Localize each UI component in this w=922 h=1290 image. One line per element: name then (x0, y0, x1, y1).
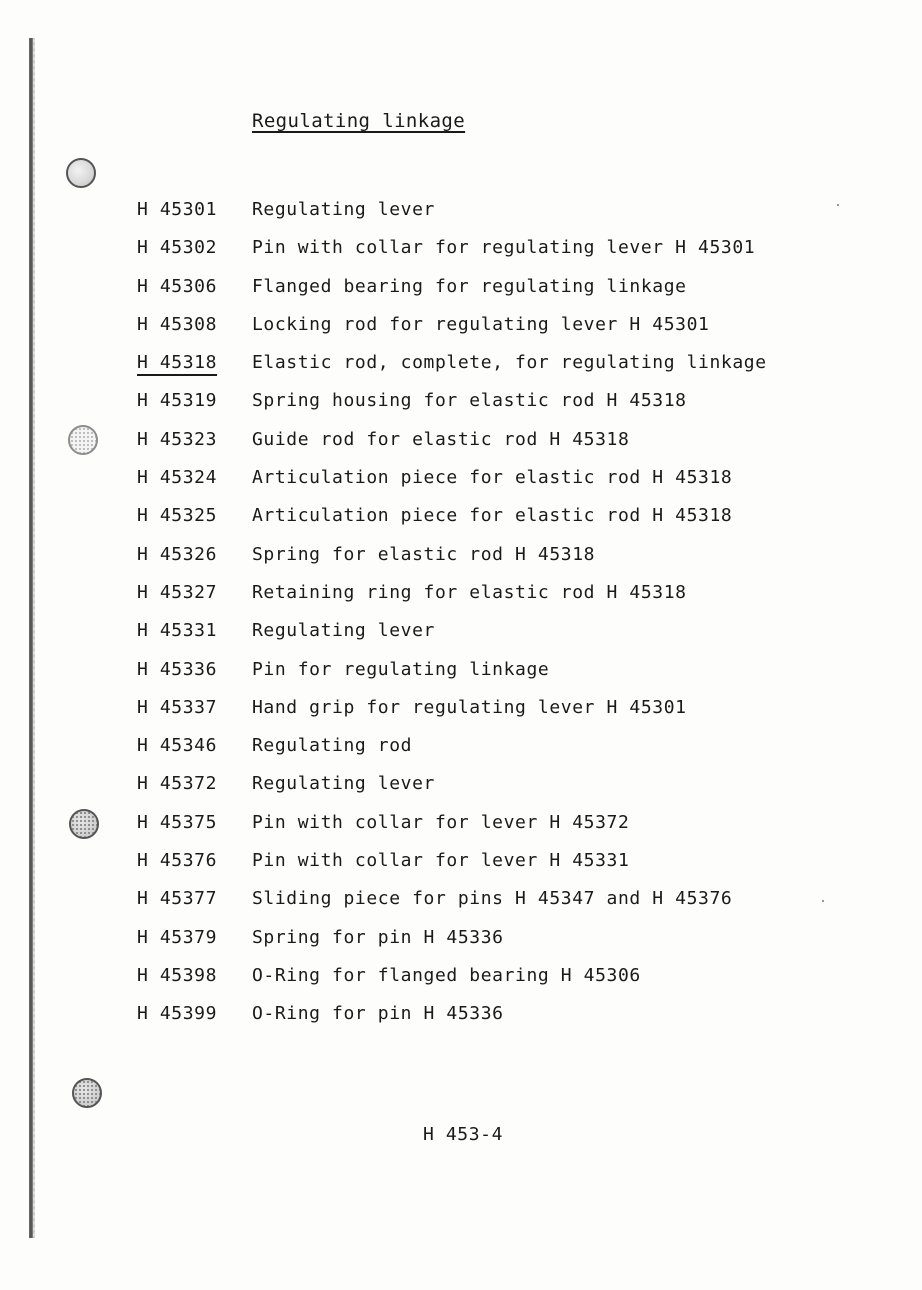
part-description: Articulation piece for elastic rod H 45318 (252, 505, 733, 527)
part-row (0, 620, 922, 658)
part-description: Pin for regulating linkage (252, 658, 550, 680)
part-description: Articulation piece for elastic rod H 45318 (252, 467, 733, 489)
part-code: H 45379 (137, 926, 218, 948)
part-row (0, 276, 922, 314)
part-code: H 45324 (137, 467, 218, 489)
part-row (0, 697, 922, 735)
part-row (0, 544, 922, 582)
part-description: Pin with collar for lever H 45372 (252, 811, 630, 833)
part-row (0, 199, 922, 237)
part-row (0, 965, 922, 1003)
part-description: Sliding piece for pins H 45347 and H 45376 (252, 888, 733, 910)
part-description: O-Ring for pin H 45336 (252, 1003, 504, 1025)
part-code: H 45398 (137, 964, 218, 986)
parts-list (0, 199, 922, 1042)
part-code: H 45337 (137, 696, 218, 718)
part-code: H 45325 (137, 505, 218, 527)
part-code: H 45331 (137, 620, 218, 642)
part-row (0, 812, 922, 850)
part-code: H 45323 (137, 428, 218, 450)
part-row (0, 850, 922, 888)
part-code: H 45308 (137, 313, 218, 335)
part-code: H 45399 (137, 1003, 218, 1025)
part-row (0, 429, 922, 467)
part-row (0, 659, 922, 697)
page-footer-code: H 453-4 (423, 1124, 504, 1145)
part-row (0, 314, 922, 352)
part-description: Retaining ring for elastic rod H 45318 (252, 581, 687, 603)
part-code: H 45327 (137, 581, 218, 603)
part-description: Hand grip for regulating lever H 45301 (252, 696, 687, 718)
part-description: Pin with collar for lever H 45331 (252, 850, 630, 872)
punch-hole-icon (66, 158, 96, 188)
part-code: H 45336 (137, 658, 218, 680)
part-code: H 45318 (137, 352, 218, 374)
part-code: H 45375 (137, 811, 218, 833)
part-row (0, 888, 922, 926)
part-description: Regulating lever (252, 773, 435, 795)
part-description: O-Ring for flanged bearing H 45306 (252, 964, 641, 986)
part-description: Spring for pin H 45336 (252, 926, 504, 948)
part-row (0, 237, 922, 275)
part-description: Guide rod for elastic rod H 45318 (252, 428, 630, 450)
part-row (0, 505, 922, 543)
part-row (0, 1003, 922, 1041)
part-row (0, 773, 922, 811)
part-row (0, 352, 922, 390)
part-code: H 45372 (137, 773, 218, 795)
page-title: Regulating linkage (252, 110, 466, 132)
part-row (0, 735, 922, 773)
part-description: Pin with collar for regulating lever H 45301 (252, 237, 756, 259)
part-row (0, 582, 922, 620)
part-code: H 45377 (137, 888, 218, 910)
part-description: Elastic rod, complete, for regulating linkage (252, 352, 767, 374)
part-code: H 45306 (137, 275, 218, 297)
part-code: H 45319 (137, 390, 218, 412)
part-description: Spring housing for elastic rod H 45318 (252, 390, 687, 412)
part-row (0, 390, 922, 428)
part-code: H 45326 (137, 543, 218, 565)
part-code: H 45346 (137, 735, 218, 757)
part-code: H 45302 (137, 237, 218, 259)
punch-hole-icon (72, 1078, 102, 1108)
part-description: Regulating rod (252, 735, 413, 757)
part-description: Flanged bearing for regulating linkage (252, 275, 687, 297)
part-description: Regulating lever (252, 199, 435, 220)
part-description: Spring for elastic rod H 45318 (252, 543, 596, 565)
part-description: Locking rod for regulating lever H 45301 (252, 313, 710, 335)
part-code: H 45301 (137, 199, 218, 220)
part-row (0, 927, 922, 965)
part-row (0, 467, 922, 505)
part-code: H 45376 (137, 850, 218, 872)
part-description: Regulating lever (252, 620, 435, 642)
